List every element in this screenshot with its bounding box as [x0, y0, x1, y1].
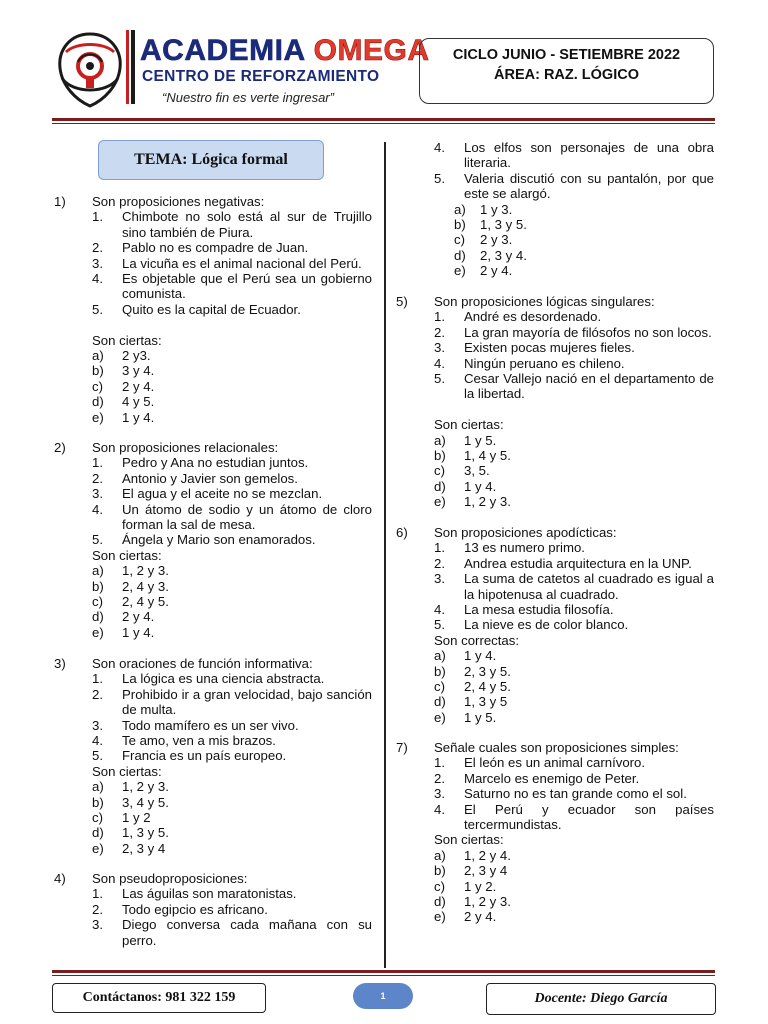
cycle-label: CICLO JUNIO - SETIEMBRE 2022: [452, 47, 681, 63]
question-number: 5): [396, 294, 408, 309]
option-list: [434, 648, 714, 725]
statement-item: 4. Los elfos son personajes de una obra literaria.: [434, 140, 714, 171]
option-item[interactable]: b) 2, 3 y 4: [434, 863, 508, 879]
brand-academia: ACADEMIA: [140, 34, 306, 67]
option-item[interactable]: d) 1, 3 y 5: [434, 694, 508, 710]
question-stem: Son proposiciones negativas:: [92, 194, 265, 209]
brand-title: [140, 34, 430, 70]
option-item[interactable]: c) 1 y 2.: [434, 878, 497, 894]
statement-item: 5. Quito es la capital de Ecuador.: [92, 301, 301, 317]
option-item[interactable]: a) 2 y3.: [92, 348, 151, 363]
question-number: 2): [54, 440, 66, 455]
option-item[interactable]: c) 2 y 3.: [454, 232, 513, 248]
option-item[interactable]: d) 1, 2 y 3.: [434, 894, 511, 910]
brand-subtitle: CENTRO DE REFORZAMIENTO: [142, 68, 380, 85]
statement-item: 2. Andrea estudia arquitectura en la UNP.: [434, 555, 692, 571]
option-item[interactable]: d) 2, 3 y 4.: [454, 247, 527, 263]
question-stem: Son proposiciones lógicas singulares:: [434, 294, 655, 309]
option-list: [434, 848, 714, 925]
statement-item: 2. Todo egipcio es africano.: [92, 901, 268, 917]
option-item[interactable]: c) 2, 4 y 5.: [92, 594, 169, 609]
option-list: [454, 202, 714, 279]
cycle-info-box: [419, 38, 714, 104]
answer-prompt: Son ciertas:: [92, 763, 162, 779]
statement-item: 4. Ningún peruano es chileno.: [434, 355, 625, 371]
question-number: 6): [396, 525, 408, 540]
statement-item: 3. La vicuña es el animal nacional del Perú.: [92, 255, 362, 271]
logo-divider-red: [126, 30, 129, 104]
brand-omega: OMEGA: [313, 34, 430, 67]
statement-item: 4. Es objetable que el Perú sea un gobierno comunista.: [92, 271, 372, 302]
statement-list: [92, 455, 372, 547]
question-stem: Son proposiciones relacionales:: [92, 440, 279, 455]
option-list: [434, 433, 714, 510]
option-item[interactable]: b) 3, 4 y 5.: [92, 794, 169, 810]
statement-item: 2. Marcelo es enemigo de Peter.: [434, 770, 640, 786]
option-item[interactable]: e) 2, 3 y 4: [92, 840, 166, 856]
statement-list: [434, 140, 714, 202]
option-item[interactable]: c) 2 y 4.: [92, 378, 155, 394]
option-list: [92, 348, 372, 425]
option-item[interactable]: b) 2, 3 y 5.: [434, 663, 511, 679]
topic-title: TEMA: Lógica formal: [98, 140, 324, 180]
area-label: ÁREA: RAZ. LÓGICO: [494, 67, 639, 83]
statement-item: 3. Saturno no es tan grande como el sol.: [434, 786, 687, 802]
question-number: 3): [54, 656, 66, 671]
option-item[interactable]: c) 3, 5.: [434, 463, 490, 479]
question-stem: Son proposiciones apodícticas:: [434, 525, 617, 540]
statement-item: 1. 13 es numero primo.: [434, 540, 585, 556]
statement-list: [434, 540, 714, 632]
option-item[interactable]: e) 2 y 4.: [434, 909, 497, 925]
page-header: [0, 0, 768, 120]
statement-list: [92, 209, 372, 317]
option-item[interactable]: c) 2, 4 y 5.: [434, 679, 511, 694]
statement-item: 1. André es desordenado.: [434, 309, 602, 325]
statement-item: 1. La lógica es una ciencia abstracta.: [92, 671, 325, 687]
statement-item: 3. La suma de catetos al cuadrado es igual a la hipotenusa al cuadrado.: [434, 571, 714, 602]
question-number: 4): [54, 871, 66, 886]
header-rule: [52, 118, 715, 121]
answer-prompt: Son ciertas:: [434, 832, 504, 848]
question-stem: Son oraciones de función informativa:: [92, 656, 313, 671]
option-item[interactable]: a) 1 y 4.: [434, 648, 497, 664]
teacher-box: Docente: Diego García: [486, 983, 716, 1015]
statement-item: 4. La mesa estudia filosofía.: [434, 602, 614, 618]
statement-item: 1. El león es un animal carnívoro.: [434, 755, 646, 771]
academy-logo-icon: [52, 28, 128, 112]
page-number: 1: [353, 983, 413, 1009]
option-item[interactable]: e) 2 y 4.: [454, 263, 513, 279]
option-item[interactable]: d) 4 y 5.: [92, 394, 155, 410]
option-item[interactable]: a) 1 y 5.: [434, 432, 497, 448]
option-item[interactable]: e) 1 y 4.: [92, 624, 155, 640]
contact-box: Contáctanos: 981 322 159: [52, 983, 266, 1013]
option-item[interactable]: e) 1 y 4.: [92, 409, 155, 425]
answer-prompt: Son ciertas:: [92, 547, 162, 563]
answer-prompt: Son correctas:: [434, 632, 520, 648]
option-item[interactable]: a) 1, 2 y 3.: [92, 779, 169, 795]
option-item[interactable]: e) 1 y 5.: [434, 709, 497, 725]
option-item[interactable]: a) 1 y 3.: [454, 201, 513, 217]
statement-list: [92, 886, 372, 948]
brand-slogan: “Nuestro fin es verte ingresar”: [162, 90, 334, 105]
statement-list: [434, 755, 714, 832]
statement-item: 5. Cesar Vallejo nació en el departamento de la libertad.: [434, 371, 714, 402]
statement-list: [434, 309, 714, 401]
statement-item: 1. Chimbote no solo está al sur de Trujillo sino también de Piura.: [92, 209, 372, 240]
statement-item: 5. Valeria discutió con su pantalón, por que este se alargó.: [434, 170, 714, 202]
option-list: [92, 563, 372, 640]
footer-rule-thin: [52, 975, 715, 976]
statement-item: 5. Francia es un país europeo.: [92, 748, 287, 764]
answer-prompt: Son ciertas:: [92, 332, 162, 348]
statement-item: 3. Existen pocas mujeres fieles.: [434, 340, 635, 356]
option-item[interactable]: b) 1, 4 y 5.: [434, 448, 511, 463]
option-item[interactable]: c) 1 y 2: [92, 810, 151, 825]
statement-item: 2. Prohibido ir a gran velocidad, bajo sanción de multa.: [92, 686, 372, 718]
column-divider: [384, 142, 386, 968]
statement-item: 5. Ángela y Mario son enamorados.: [92, 532, 316, 548]
statement-item: 4. El Perú y ecuador son países tercermundistas.: [434, 801, 714, 833]
statement-item: 3. Todo mamífero es un ser vivo.: [92, 717, 299, 733]
question-number: 7): [396, 740, 408, 755]
statement-list: [92, 671, 372, 763]
statement-item: 2. Antonio y Javier son gemelos.: [92, 470, 298, 486]
question-number: 1): [54, 194, 66, 209]
option-item[interactable]: d) 2 y 4.: [92, 609, 155, 625]
statement-item: 2. La gran mayoría de filósofos no son locos.: [434, 324, 712, 340]
option-item[interactable]: b) 2, 4 y 3.: [92, 578, 169, 594]
footer-rule: [52, 970, 715, 973]
statement-item: 1. Las águilas son maratonistas.: [92, 886, 297, 902]
statement-item: 5. La nieve es de color blanco.: [434, 617, 629, 633]
logo-divider: [131, 30, 135, 104]
option-item[interactable]: b) 1, 3 y 5.: [454, 217, 527, 232]
option-item[interactable]: e) 1, 2 y 3.: [434, 494, 511, 510]
statement-item: 3. Diego conversa cada mañana con su perro.: [92, 917, 372, 948]
option-list: [92, 779, 372, 856]
option-item[interactable]: d) 1 y 4.: [434, 478, 497, 494]
statement-item: 1. Pedro y Ana no estudian juntos.: [92, 455, 309, 471]
statement-item: 4. Te amo, ven a mis brazos.: [92, 733, 276, 749]
option-item[interactable]: d) 1, 3 y 5.: [92, 825, 169, 841]
header-rule-thin: [52, 123, 715, 124]
option-item[interactable]: a) 1, 2 y 3.: [92, 563, 169, 579]
statement-item: 3. El agua y el aceite no se mezclan.: [92, 486, 323, 502]
option-item[interactable]: a) 1, 2 y 4.: [434, 847, 511, 863]
question-stem: Señale cuales son proposiciones simples:: [434, 740, 679, 755]
answer-prompt: Son ciertas:: [434, 417, 504, 433]
option-item[interactable]: b) 3 y 4.: [92, 363, 155, 379]
statement-item: 2. Pablo no es compadre de Juan.: [92, 240, 309, 256]
statement-item: 4. Un átomo de sodio y un átomo de cloro forman la sal de mesa.: [92, 501, 372, 533]
question-stem: Son pseudoproposiciones:: [92, 871, 248, 886]
